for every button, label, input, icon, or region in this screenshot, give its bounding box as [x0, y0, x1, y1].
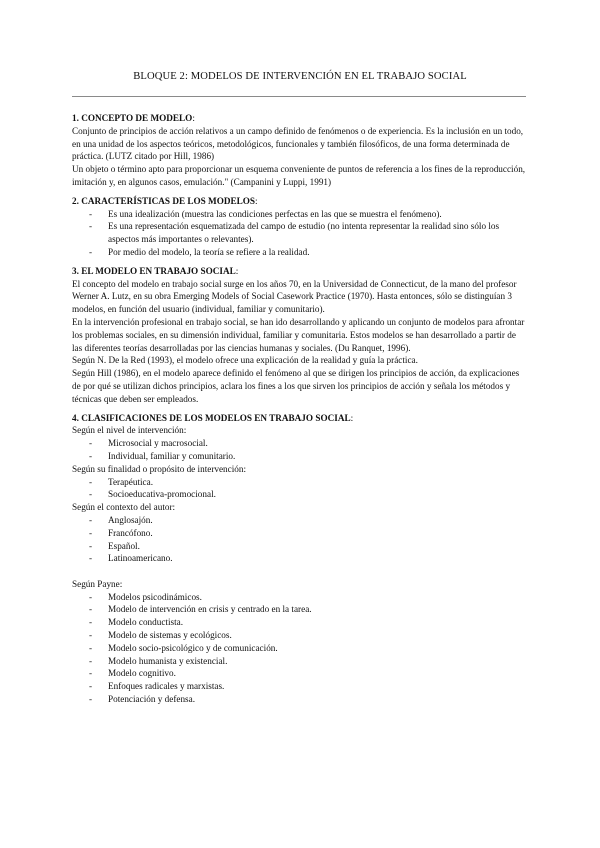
list-item: - Microsocial y macrosocial. [89, 438, 208, 449]
list-item: - Modelo de sistemas y ecológicos. [89, 630, 232, 641]
bullet-dash: - [89, 438, 93, 449]
group-label: Según Payne: [72, 578, 123, 589]
bullet-dash: - [89, 604, 93, 615]
paragraph: Conjunto de principios de acción relativos a un campo definido de fenómenos o de experiencia. Es la inclusión en un todo, en una unidad de los aspectos teóricos, metodológicos, funcionales y también filosóficos, de una forma determinada de práctica. (LUTZ citado por Hill, 1986) [72, 125, 524, 162]
group-label: Según su finalidad o propósito de intervención: [72, 463, 247, 474]
bullet-dash: - [89, 655, 93, 666]
bullet-dash: - [89, 476, 93, 487]
list-item: - Terapéutica. [89, 476, 154, 487]
list-item: - Latinoamericano. [89, 553, 173, 564]
list-item: - Modelo humanista y existencial. [89, 655, 228, 666]
bullet-dash: - [89, 450, 93, 461]
bullet-list [72, 591, 528, 706]
section-heading: 2. CARACTERÍSTICAS DE LOS MODELOS: [72, 195, 258, 206]
list-item: - Socioeducativa-promocional. [89, 489, 216, 500]
list-item: - Español. [89, 540, 140, 551]
bullet-list [72, 437, 528, 463]
bullet-dash: - [89, 694, 93, 705]
list-item: - Anglosajón. [89, 514, 153, 525]
bullet-dash: - [89, 591, 93, 602]
bullet-list [72, 514, 528, 565]
bullet-dash: - [89, 514, 93, 525]
section-heading: 3. EL MODELO EN TRABAJO SOCIAL: [72, 265, 239, 276]
section-caracteristicas [72, 195, 528, 259]
list-item: - Modelos psicodinámicos. [89, 591, 202, 602]
bullet-dash: - [89, 617, 93, 628]
bullet-dash: - [89, 489, 93, 500]
bullet-dash: - [89, 681, 93, 692]
bullet-dash: - [89, 668, 93, 679]
document-title: BLOQUE 2: MODELOS DE INTERVENCIÓN EN EL TRABAJO SOCIAL [133, 71, 467, 82]
title-divider [72, 96, 526, 97]
blank-line [72, 565, 528, 578]
list-item: - Modelo cognitivo. [89, 668, 176, 679]
bullet-list [72, 208, 528, 259]
section-modelo-en-trabajo-social [72, 265, 528, 406]
list-item: - Enfoques radicales y marxistas. [89, 681, 225, 692]
section-heading: 1. CONCEPTO DE MODELO: [72, 113, 195, 123]
list-item: - Es una representación esquematizada del campo de estudio (no intenta representar la realidad sino sólo los aspectos más importantes o relevantes). [89, 221, 500, 245]
list-item: - Francófono. [89, 527, 153, 538]
bullet-dash: - [89, 527, 93, 538]
section-heading: 4. CLASIFICACIONES DE LOS MODELOS EN TRABAJO SOCIAL: [72, 412, 354, 423]
paragraph: El concepto del modelo en trabajo social surge en los años 70, en la Universidad de Connecticut, de la mano del profesor Werner A. Lutz, en su obra Emerging Models of Social Casework Practice (1970). Hasta entonces, sólo se distinguían 3 modelos, en función del usuario (individual, familiar y comunitario). [72, 278, 517, 315]
bullet-dash: - [89, 553, 93, 564]
group-label: Según el nivel de intervención: [72, 425, 187, 436]
bullet-dash: - [89, 221, 93, 232]
bullet-dash: - [89, 630, 93, 641]
bullet-dash: - [89, 540, 93, 551]
paragraph: En la intervención profesional en trabajo social, se han ido desarrollando y aplicando un conjunto de modelos para afrontar los problemas sociales, en su dimensión individual, familiar y comunitaria. Estos modelos se han desarrollado a partir de las diferentes teorías desarrolladas por las ciencias humanas y sociales. (Du Ranquet, 1996). [72, 316, 525, 353]
bullet-dash: - [89, 208, 93, 219]
section-concepto-de-modelo [72, 112, 528, 189]
bullet-dash: - [89, 642, 93, 653]
section-clasificaciones [72, 412, 528, 706]
list-item: - Potenciación y defensa. [89, 694, 195, 705]
paragraph: Según N. De la Red (1993), el modelo ofrece una explicación de la realidad y guía la práctica. [72, 355, 418, 366]
list-item: - Por medio del modelo, la teoría se refiere a la realidad. [89, 246, 310, 257]
paragraph: Según Hill (1986), en el modelo aparece definido el fenómeno al que se dirigen los principios de acción, da explicaciones de por qué se utilizan dichos principios, aclara los fines a los que sirven los principios de acción y señala los métodos y técnicas que deben ser empleados. [72, 368, 520, 404]
list-item: - Modelo de intervención en crisis y centrado en la tarea. [89, 604, 312, 615]
list-item: - Modelo conductista. [89, 617, 184, 628]
list-item: - Modelo socio-psicológico y de comunicación. [89, 642, 278, 653]
document-body [72, 112, 528, 712]
bullet-list [72, 476, 528, 502]
paragraph: Un objeto o término apto para proporcionar un esquema conveniente de puntos de referencia a los fines de la reproducción, imitación y, en algunos casos, emulación." (Campanini y Luppi, 1991) [72, 164, 526, 187]
bullet-dash: - [89, 246, 93, 257]
group-label: Según el contexto del autor: [72, 502, 176, 513]
list-item: - Individual, familiar y comunitario. [89, 450, 236, 461]
list-item: - Es una idealización (muestra las condiciones perfectas en las que se muestra el fenómeno). [89, 208, 442, 219]
